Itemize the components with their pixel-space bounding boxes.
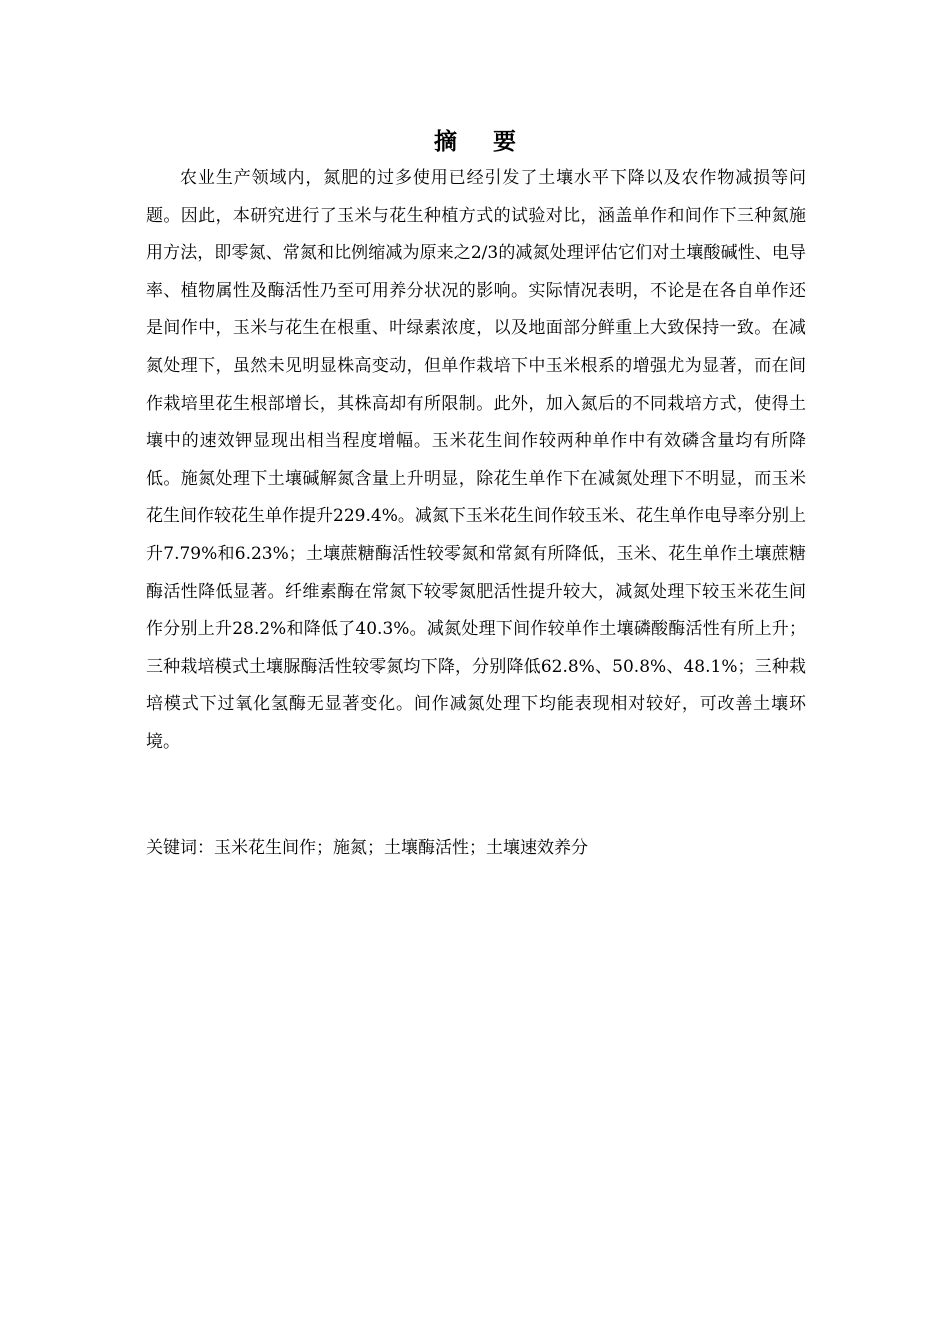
abstract-body: 农业生产领域内，氮肥的过多使用已经引发了土壤水平下降以及农作物减损等问题。因此，本研究进行了玉米与花生种植方式的试验对比，涵盖单作和间作下三种氮施用方法，即零氮、常氮和比例缩减为原来之2/3的减氮处理评估它们对土壤酸碱性、电导率、植物属性及酶活性乃至可用养分状况的影响。实际情况表明，不论是在各自单作还是间作中，玉米与花生在根重、叶绿素浓度，以及地面部分鲜重上大致保持一致。在减氮处理下，虽然未见明显株高变动，但单作栽培下中玉米根系的增强尤为显著，而在间作栽培里花生根部增长，其株高却有所限制。此外，加入氮后的不同栽培方式，使得土壤中的速效钾显现出相当程度增幅。玉米花生间作较两种单作中有效磷含量均有所降低。施氮处理下土壤碱解氮含量上升明显，除花生单作下在减氮处理下不明显，而玉米花生间作较花生单作提升229.4%。减氮下玉米花生间作较玉米、花生单作电导率分别上升7.79%和6.23%；土壤蔗糖酶活性较零氮和常氮有所降低，玉米、花生单作土壤蔗糖酶活性降低显著。纤维素酶在常氮下较零氮肥活性提升较大，减氮处理下较玉米花生间作分别上升28.2%和降低了40.3%。减氮处理下间作较单作土壤磷酸酶活性有所上升；三种栽培模式土壤脲酶活性较零氮均下降，分别降低62.8%、50.8%、48.1%；三种栽培模式下过氧化氢酶无显著变化。间作减氮处理下均能表现相对较好，可改善土壤环境。 [146, 168, 806, 752]
abstract-title: 摘 要 [433, 128, 530, 155]
keywords-line: 关键词：玉米花生间作；施氮；土壤酶活性；土壤速效养分 [146, 838, 588, 858]
